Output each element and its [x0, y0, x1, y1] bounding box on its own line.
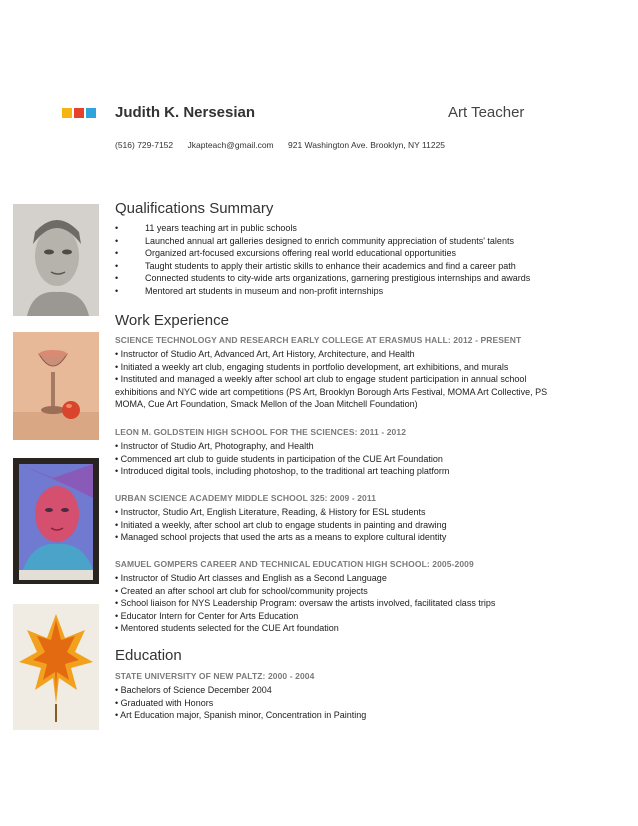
job-duties — [115, 506, 555, 544]
list-item: • Created an after school art club for school/community projects — [115, 585, 368, 596]
job-heading: LEON M. GOLDSTEIN HIGH SCHOOL FOR THE SCIENCES: 2011 - 2012 — [115, 427, 407, 437]
candidate-name: Judith K. Nersesian — [115, 104, 256, 121]
education-heading: STATE UNIVERSITY OF NEW PALTZ: 2000 - 2004 — [115, 671, 315, 681]
list-item: • Mentored students selected for the CUE Art foundation — [115, 623, 339, 634]
contact-line — [115, 140, 457, 150]
artwork-still-life-goblet — [13, 332, 99, 440]
list-item: • Bachelors of Science December 2004 — [115, 685, 272, 695]
job-duties — [115, 348, 555, 411]
artwork-portrait-pencil — [13, 204, 99, 316]
list-item: • 11 years teaching art in public schools — [115, 222, 555, 235]
job-heading: URBAN SCIENCE ACADEMY MIDDLE SCHOOL 325: 2009 - 2011 — [115, 493, 377, 503]
list-item: • Instructor of Studio Art classes and English as a Second Language — [115, 573, 387, 583]
education-details — [115, 684, 555, 722]
logo-square-yellow — [62, 108, 72, 118]
list-item: • Instituted and managed a weekly after school art club to engage student participation in annual school exhibitions and NYC wide art competitions (PS Art, Brooklyn Borough Arts Festival, MOMA Art Collective, PS MOMA, Cue Art Foundation, Smack Mellon of the Joan Mitchell Foundation) — [115, 374, 548, 410]
list-item: • Organized art-focused excursions offering real world educational opportunities — [115, 247, 555, 260]
list-item: • Initiated a weekly art club, engaging students in portfolio development, art exhibitions, and murals — [115, 361, 509, 372]
list-item: • School liaison for NYS Leadership Program: oversaw the artists involved, facilitated class trips — [115, 598, 496, 609]
list-item: • Instructor of Studio Art, Photography, and Health — [115, 441, 314, 451]
address: 921 Washington Ave. Brooklyn, NY 11225 — [288, 140, 446, 150]
job-heading: SCIENCE TECHNOLOGY AND RESEARCH EARLY COLLEGE AT ERASMUS HALL: 2012 - PRESENT — [115, 335, 522, 345]
list-item: • Managed school projects that used the arts as a means to explore cultural identity — [115, 532, 447, 543]
email: Jkapteach@gmail.com — [187, 140, 274, 150]
job-duties — [115, 440, 555, 478]
work-experience-title: Work Experience — [115, 312, 229, 329]
job-duties — [115, 572, 555, 635]
list-item: • Taught students to apply their artistic skills to enhance their academics and find a career path — [115, 260, 555, 273]
list-item: • Mentored art students in museum and non-profit internships — [115, 285, 555, 298]
list-item: • Instructor of Studio Art, Advanced Art, Art History, Architecture, and Health — [115, 349, 415, 359]
list-item: • Introduced digital tools, including photoshop, to the traditional art teaching platform — [115, 466, 450, 477]
artwork-colorful-portrait — [13, 458, 99, 584]
list-item: • Connected students to city-wide arts organizations, garnering prestigious internships and awards — [115, 272, 555, 285]
qualifications-title: Qualifications Summary — [115, 200, 274, 217]
logo-squares — [62, 108, 96, 118]
list-item: • Initiated a weekly, after school art club to engage students in painting and drawing — [115, 519, 447, 530]
list-item: • Educator Intern for Center for Arts Education — [115, 610, 299, 621]
list-item: • Launched annual art galleries designed to enrich community appreciation of students' talents — [115, 235, 555, 248]
phone: (516) 729-7152 — [115, 140, 174, 150]
logo-square-blue — [86, 108, 96, 118]
list-item: • Graduated with Honors — [115, 697, 214, 708]
education-title: Education — [115, 647, 182, 664]
list-item: • Commenced art club to guide students in participation of the CUE Art Foundation — [115, 453, 443, 464]
artwork-autumn-leaf — [13, 604, 99, 730]
qualifications-list — [115, 222, 555, 298]
list-item: • Instructor, Studio Art, English Literature, Reading, & History for ESL students — [115, 507, 426, 517]
job-title: Art Teacher — [448, 104, 525, 121]
logo-square-red — [74, 108, 84, 118]
list-item: • Art Education major, Spanish minor, Concentration in Painting — [115, 710, 367, 721]
job-heading: SAMUEL GOMPERS CAREER AND TECHNICAL EDUCATION HIGH SCHOOL: 2005-2009 — [115, 559, 474, 569]
